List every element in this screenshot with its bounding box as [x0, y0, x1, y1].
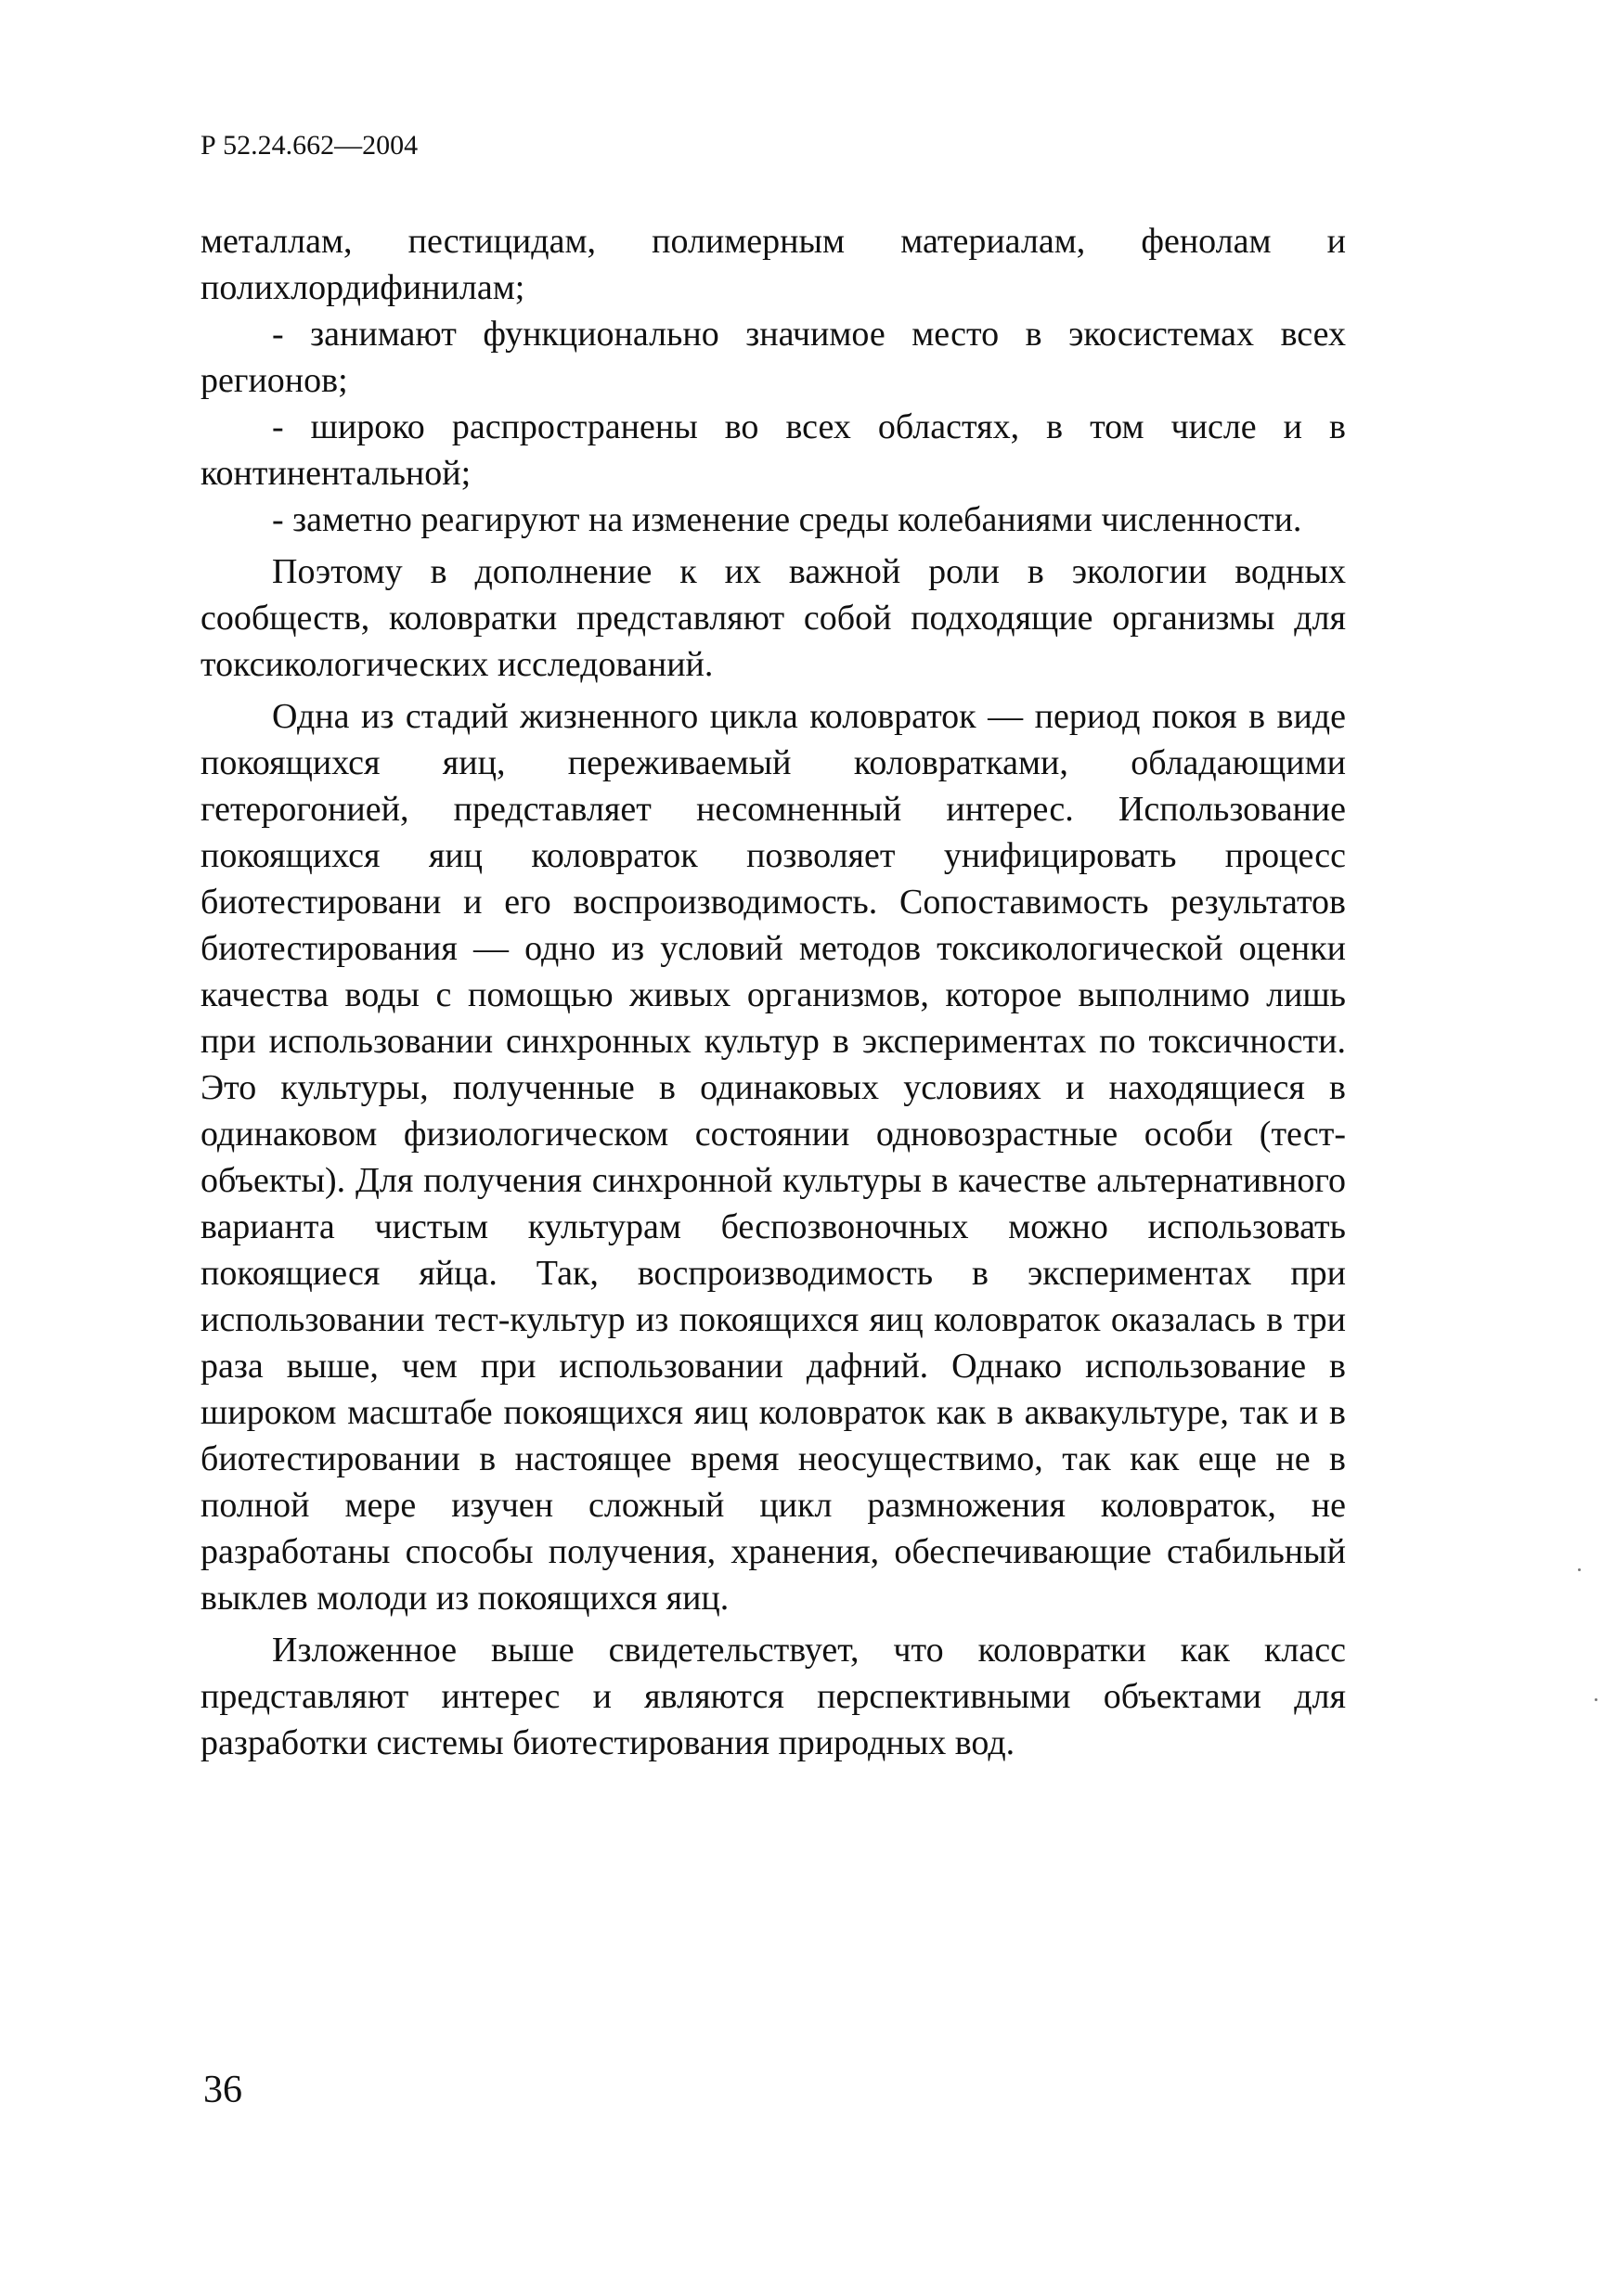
body-text — [200, 218, 1346, 1766]
paragraph-therefore: Поэтому в дополнение к их важной роли в экологии водных сообществ, коловратки представляют собой подходящие организмы для токсикологических исследований. — [200, 552, 1346, 684]
scan-speck — [1578, 1568, 1581, 1571]
paragraph-intro: металлам, пестицидам, полимерным материалам, фенолам и полихлордифинилам; — [200, 222, 1346, 307]
list-item-functional-place: - занимают функционально значимое место в экосистемах всех регионов; — [200, 315, 1346, 400]
paragraph-life-cycle: Одна из стадий жизненного цикла коловраток — период покоя в виде покоящихся яиц, переживаемый коловратками, обладающими гетерогонией, представляет несомненный интерес. Использование покоящихся яиц коловраток позволяет унифицировать процесс биотестировани и его воспроизводимость. Сопоставимость результатов биотестирования — одно из условий методов токсикологической оценки качества воды с помощью живых организмов, которое выполнимо лишь при использовании синхронных культур в экспериментах по токсичности. Это культуры, полученные в одинаковых условиях и находящиеся в одинаковом физиологическом состоянии одновозрастные особи (тест-объекты). Для получения синхронной культуры в качестве альтернативного варианта чистым культурам беспозвоночных можно использовать покоящиеся яйца. Так, воспроизводимость в экспериментах при использовании тест-культур из покоящихся яиц коловраток оказалась в три раза выше, чем при использовании дафний. Однако использование в широком масштабе покоящихся яиц коловраток как в аквакультуре, так и в биотестировании в настоящее время неосуществимо, так как еще не в полной мере изучен сложный цикл размножения коловраток, не разработаны способы получения, хранения, обеспечивающие стабильный выклев молоди из покоящихся яиц. — [200, 697, 1346, 1618]
list-item-widespread: - широко распространены во всех областях, в том числе и в континентальной; — [200, 407, 1346, 493]
scan-speck — [1595, 1698, 1597, 1701]
page-number: 36 — [203, 2069, 242, 2111]
document-code: Р 52.24.662—2004 — [200, 130, 419, 161]
paragraph-conclusion: Изложенное выше свидетельствует, что коловратки как класс представляют интерес и являются перспективными объектами для разработки системы биотестирования природных вод. — [200, 1631, 1346, 1762]
list-item-reaction: - заметно реагируют на изменение среды колебаниями численности. — [272, 500, 1302, 539]
